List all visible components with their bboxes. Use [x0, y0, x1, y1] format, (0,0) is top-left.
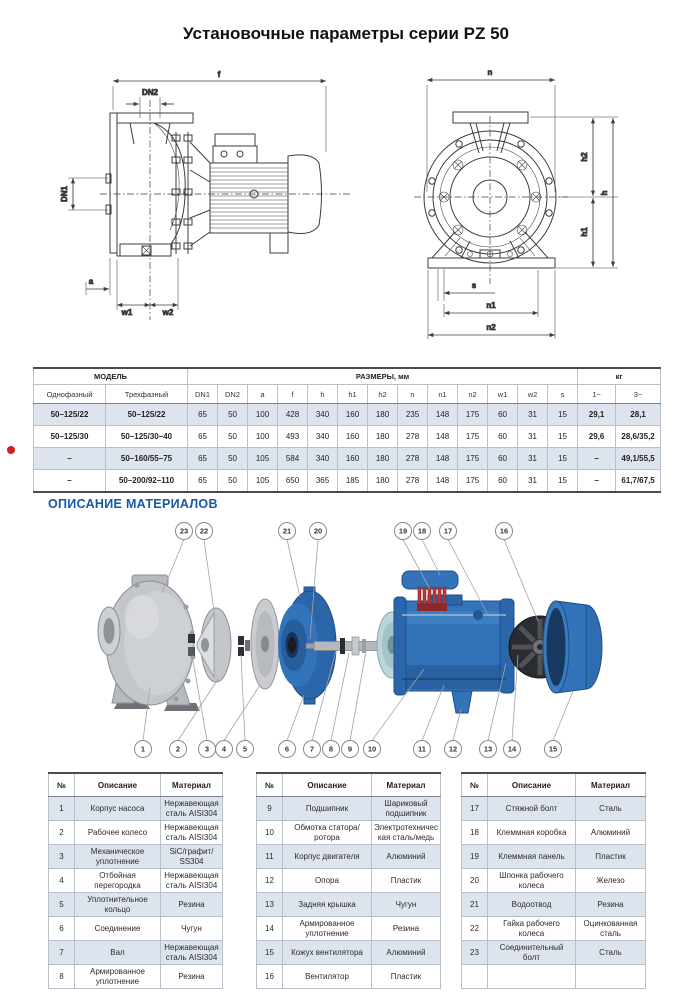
dims-column-header: Трехфазный: [106, 385, 188, 404]
dims-column-header: h2: [368, 385, 398, 404]
dims-cell: 185: [338, 470, 368, 493]
parts-cell: Водоотвод: [488, 893, 576, 917]
parts-cell: Алюминий: [372, 941, 441, 965]
parts-cell: Уплотнительное кольцо: [75, 893, 161, 917]
dims-cell: 60: [488, 448, 518, 470]
dims-cell: 278: [398, 470, 428, 493]
dims-cell: 100: [248, 404, 278, 426]
callout-20: [310, 523, 327, 540]
dims-row: [34, 470, 661, 493]
parts-cell: 14: [257, 917, 283, 941]
terminal-cover: [402, 571, 458, 589]
parts-header: №: [462, 773, 488, 797]
parts-table-wrap-2: [256, 772, 440, 989]
dims-cell: 180: [368, 470, 398, 493]
dims-cell: 15: [548, 426, 578, 448]
svg-text:15: 15: [548, 744, 558, 754]
dims-cell: 60: [488, 470, 518, 493]
parts-row: [462, 869, 646, 893]
leader-line-11: [422, 685, 444, 741]
dims-cell: 15: [548, 448, 578, 470]
parts-cell: Задняя крышка: [283, 893, 372, 917]
dims-column-header: Однофазный: [34, 385, 106, 404]
parts-row: [257, 965, 441, 989]
dims-column-header: s: [548, 385, 578, 404]
baffle-plate: [251, 599, 279, 689]
dims-cell: –: [34, 448, 106, 470]
dim-label-n1: n1: [486, 301, 496, 310]
parts-cell: Алюминий: [372, 845, 441, 869]
callout-6: [279, 741, 296, 758]
svg-text:17: 17: [443, 526, 453, 536]
parts-row: [49, 893, 223, 917]
parts-cell: Нержавеющая сталь AISI304: [161, 821, 223, 845]
dims-column-header: f: [278, 385, 308, 404]
dims-cell: 584: [278, 448, 308, 470]
dim-label-a: a: [88, 277, 94, 286]
callout-9: [342, 741, 359, 758]
parts-cell: Пластик: [372, 965, 441, 989]
dims-cell: 180: [368, 426, 398, 448]
motor-fins: [210, 168, 288, 228]
leader-line-15: [553, 691, 573, 741]
dims-cell: 428: [278, 404, 308, 426]
callout-22: [196, 523, 213, 540]
parts-table-wrap-3: [461, 772, 645, 989]
parts-cell: Нержавеющая сталь AISI304: [161, 797, 223, 821]
svg-text:18: 18: [417, 526, 427, 536]
dims-cell: 61,7/67,5: [616, 470, 661, 493]
parts-cell: 16: [257, 965, 283, 989]
svg-text:16: 16: [499, 526, 509, 536]
dims-column-header: w2: [518, 385, 548, 404]
parts-cell: 13: [257, 893, 283, 917]
svg-text:14: 14: [507, 744, 517, 754]
leader-line-9: [350, 651, 366, 741]
svg-text:4: 4: [221, 744, 227, 754]
parts-cell: Механическое уплотнение: [75, 845, 161, 869]
dims-cell: 175: [458, 404, 488, 426]
parts-cell: Кожух вентилятора: [283, 941, 372, 965]
callout-1: [135, 741, 152, 758]
parts-header: Материал: [161, 773, 223, 797]
parts-cell: 7: [49, 941, 75, 965]
parts-cell: Чугун: [372, 893, 441, 917]
dim-label-dn1: DN1: [60, 185, 69, 203]
leader-line-12: [453, 709, 461, 741]
parts-row: [257, 893, 441, 917]
parts-cell: Вентилятор: [283, 965, 372, 989]
dimensions-table-wrap: [33, 367, 660, 493]
callout-13: [480, 741, 497, 758]
parts-row: [257, 821, 441, 845]
front-view-pump-outline: [414, 112, 568, 284]
dims-cell: 148: [428, 448, 458, 470]
svg-text:11: 11: [418, 744, 426, 754]
parts-cell: Нержавеющая сталь AISI304: [161, 941, 223, 965]
dims-cell: 15: [548, 404, 578, 426]
dims-column-header: n: [398, 385, 428, 404]
pump-casing: [98, 575, 200, 711]
side-view-pump-outline: [100, 100, 350, 320]
dims-cell: 65: [188, 448, 218, 470]
parts-cell: Обмотка статора/ ротора: [283, 821, 372, 845]
dims-cell: 31: [518, 470, 548, 493]
parts-cell: 15: [257, 941, 283, 965]
parts-row: [462, 917, 646, 941]
fan-cover: [543, 601, 602, 693]
dims-cell: 29,6: [578, 426, 616, 448]
dims-group-header: кг: [578, 368, 661, 385]
svg-text:12: 12: [448, 744, 458, 754]
dims-cell: 365: [308, 470, 338, 493]
dims-cell: 60: [488, 404, 518, 426]
dim-label-h1: h1: [580, 227, 589, 237]
leader-line-21: [287, 540, 300, 598]
side-view-drawing: [58, 60, 393, 325]
parts-row: [257, 941, 441, 965]
parts-cell: Вал: [75, 941, 161, 965]
parts-cell: Армированное уплотнение: [283, 917, 372, 941]
front-view-drawing: [400, 60, 692, 365]
motor: [377, 571, 514, 713]
parts-cell: [576, 965, 646, 989]
parts-cell: SiC/графит/ SS304: [161, 845, 223, 869]
parts-header: Описание: [488, 773, 576, 797]
dims-cell: 175: [458, 426, 488, 448]
leader-line-22: [204, 540, 214, 612]
parts-cell: Резина: [576, 893, 646, 917]
parts-cell: 6: [49, 917, 75, 941]
parts-row: [462, 893, 646, 917]
parts-cell: 3: [49, 845, 75, 869]
parts-table-3: [461, 772, 646, 989]
dim-label-n2: n2: [486, 323, 496, 332]
dims-cell: 100: [248, 426, 278, 448]
callout-15: [545, 741, 562, 758]
dims-cell: 50: [218, 426, 248, 448]
parts-cell: Соединение: [75, 917, 161, 941]
dims-group-header: РАЗМЕРЫ, мм: [188, 368, 578, 385]
impeller: [197, 608, 231, 682]
svg-text:7: 7: [309, 744, 315, 754]
dims-column-header: n2: [458, 385, 488, 404]
dims-column-header: n1: [428, 385, 458, 404]
dims-column-header: h1: [338, 385, 368, 404]
parts-cell: 4: [49, 869, 75, 893]
dims-cell: –: [34, 470, 106, 493]
dims-cell: 148: [428, 404, 458, 426]
dims-cell: 15: [548, 470, 578, 493]
parts-cell: 21: [462, 893, 488, 917]
row-marker-dot: [7, 446, 15, 454]
dims-cell: 160: [338, 404, 368, 426]
svg-text:13: 13: [483, 744, 493, 754]
support-foot: [452, 691, 472, 713]
parts-header: №: [257, 773, 283, 797]
parts-cell: Клеммная коробка: [488, 821, 576, 845]
parts-row: [49, 821, 223, 845]
dimensions-table: [33, 367, 661, 493]
dims-cell: 493: [278, 426, 308, 448]
dims-cell: 28,1: [616, 404, 661, 426]
dims-cell: 340: [308, 448, 338, 470]
dims-row: [34, 404, 661, 426]
parts-cell: Опора: [283, 869, 372, 893]
dims-cell: 148: [428, 426, 458, 448]
parts-cell: Алюминий: [576, 821, 646, 845]
seal-ring: [238, 636, 250, 656]
parts-cell: Корпус двигателя: [283, 845, 372, 869]
parts-cell: 11: [257, 845, 283, 869]
dims-column-header: 3~: [616, 385, 661, 404]
callout-5: [237, 741, 254, 758]
parts-cell: Клеммная панель: [488, 845, 576, 869]
parts-row: [49, 917, 223, 941]
dims-cell: 50: [218, 448, 248, 470]
parts-cell: Отбойная перегородка: [75, 869, 161, 893]
dim-label-w2: w2: [162, 308, 174, 317]
dims-cell: 278: [398, 426, 428, 448]
parts-cell: 5: [49, 893, 75, 917]
parts-row: [49, 965, 223, 989]
parts-cell: Корпус насоса: [75, 797, 161, 821]
dims-column-header: h: [308, 385, 338, 404]
parts-cell: Чугун: [161, 917, 223, 941]
parts-cell: Шпонка рабочего колеса: [488, 869, 576, 893]
dims-cell: 29,1: [578, 404, 616, 426]
parts-row: [462, 797, 646, 821]
parts-row: [49, 797, 223, 821]
dims-cell: 65: [188, 470, 218, 493]
dims-cell: 180: [368, 404, 398, 426]
dims-column-header: 1~: [578, 385, 616, 404]
callout-3: [199, 741, 216, 758]
exploded-diagram: [0, 515, 692, 770]
callout-10: [364, 741, 381, 758]
parts-cell: Гайка рабочего колеса: [488, 917, 576, 941]
parts-cell: 2: [49, 821, 75, 845]
dim-label-n: n: [487, 68, 493, 77]
svg-text:10: 10: [367, 744, 377, 754]
dims-cell: 180: [368, 448, 398, 470]
dims-cell: 60: [488, 426, 518, 448]
callout-14: [504, 741, 521, 758]
dims-cell: 50–160/55–75: [106, 448, 188, 470]
parts-cell: [488, 965, 576, 989]
parts-table-wrap-1: [48, 772, 222, 989]
dim-label-h2: h2: [580, 152, 589, 162]
dims-cell: 160: [338, 448, 368, 470]
dims-cell: 50: [218, 470, 248, 493]
dims-group-header: МОДЕЛЬ: [34, 368, 188, 385]
svg-text:19: 19: [398, 526, 408, 536]
dims-cell: 28,6/35,2: [616, 426, 661, 448]
svg-text:9: 9: [347, 744, 353, 754]
front-view-dimensions: [427, 68, 618, 339]
callout-16: [496, 523, 513, 540]
dims-cell: 65: [188, 426, 218, 448]
parts-row: [49, 941, 223, 965]
parts-row: [462, 965, 646, 989]
dims-cell: 50–125/22: [34, 404, 106, 426]
parts-row: [257, 845, 441, 869]
callout-19: [395, 523, 412, 540]
callout-23: [176, 523, 193, 540]
parts-cell: 23: [462, 941, 488, 965]
dim-label-w1: w1: [121, 308, 133, 317]
parts-row: [49, 869, 223, 893]
dims-cell: 160: [338, 426, 368, 448]
dims-cell: 340: [308, 404, 338, 426]
callout-21: [279, 523, 296, 540]
parts-cell: Пластик: [372, 869, 441, 893]
dims-cell: 50–200/92–110: [106, 470, 188, 493]
svg-text:8: 8: [328, 744, 334, 754]
parts-cell: Нержавеющая сталь AISI304: [161, 869, 223, 893]
dims-cell: 278: [398, 448, 428, 470]
dims-cell: 340: [308, 426, 338, 448]
svg-text:1: 1: [140, 744, 146, 754]
leader-line-23: [162, 540, 184, 594]
parts-cell: 10: [257, 821, 283, 845]
parts-cell: 20: [462, 869, 488, 893]
svg-text:6: 6: [284, 744, 290, 754]
dim-label-h: h: [600, 190, 609, 196]
leader-line-6: [287, 695, 304, 741]
parts-cell: 1: [49, 797, 75, 821]
materials-section-heading: ОПИСАНИЕ МАТЕРИАЛОВ: [48, 497, 218, 511]
parts-cell: Резина: [372, 917, 441, 941]
svg-text:5: 5: [242, 744, 248, 754]
parts-row: [462, 821, 646, 845]
svg-text:20: 20: [313, 526, 323, 536]
callout-2: [170, 741, 187, 758]
parts-cell: Стяжной болт: [488, 797, 576, 821]
side-view-dimensions: [60, 70, 326, 317]
svg-text:23: 23: [179, 526, 189, 536]
dims-column-header: w1: [488, 385, 518, 404]
dims-cell: 235: [398, 404, 428, 426]
dims-cell: 50: [218, 404, 248, 426]
dims-cell: –: [578, 470, 616, 493]
parts-table-2: [256, 772, 441, 989]
parts-row: [462, 845, 646, 869]
callout-17: [440, 523, 457, 540]
dims-cell: 105: [248, 470, 278, 493]
parts-row: [257, 869, 441, 893]
dims-cell: 50–125/30: [34, 426, 106, 448]
parts-header: Материал: [372, 773, 441, 797]
dim-label-s: s: [471, 281, 477, 290]
callout-7: [304, 741, 321, 758]
dim-label-f: f: [217, 70, 221, 79]
parts-cell: 12: [257, 869, 283, 893]
parts-cell: Подшипник: [283, 797, 372, 821]
parts-table-1: [48, 772, 223, 989]
dims-cell: 50–125/30–40: [106, 426, 188, 448]
callout-11: [414, 741, 431, 758]
svg-text:2: 2: [175, 744, 181, 754]
dims-cell: 105: [248, 448, 278, 470]
parts-cell: 17: [462, 797, 488, 821]
dims-cell: 50–125/22: [106, 404, 188, 426]
dims-column-header: DN1: [188, 385, 218, 404]
parts-cell: Армированное уплотнение: [75, 965, 161, 989]
callout-18: [414, 523, 431, 540]
dim-label-dn2: DN2: [141, 88, 159, 97]
parts-header: Описание: [283, 773, 372, 797]
parts-cell: Пластик: [576, 845, 646, 869]
dims-cell: 31: [518, 426, 548, 448]
parts-cell: 8: [49, 965, 75, 989]
callout-12: [445, 741, 462, 758]
parts-cell: Резина: [161, 893, 223, 917]
parts-row: [257, 917, 441, 941]
callout-8: [323, 741, 340, 758]
parts-row: [257, 797, 441, 821]
dims-row: [34, 448, 661, 470]
dims-cell: 148: [428, 470, 458, 493]
parts-cell: 18: [462, 821, 488, 845]
leader-line-5: [241, 655, 245, 741]
parts-cell: 9: [257, 797, 283, 821]
svg-text:22: 22: [199, 526, 209, 536]
parts-header: Описание: [75, 773, 161, 797]
dims-column-header: DN2: [218, 385, 248, 404]
leader-line-18: [422, 540, 440, 576]
dims-column-header: a: [248, 385, 278, 404]
parts-cell: [462, 965, 488, 989]
parts-cell: Шариковый подшипник: [372, 797, 441, 821]
flange-bolts: [172, 135, 192, 249]
svg-text:3: 3: [204, 744, 210, 754]
parts-cell: Резина: [161, 965, 223, 989]
parts-cell: Рабочее колесо: [75, 821, 161, 845]
parts-header: №: [49, 773, 75, 797]
leader-line-4: [224, 685, 260, 741]
dims-cell: 49,1/55,5: [616, 448, 661, 470]
dims-row: [34, 426, 661, 448]
parts-cell: Железо: [576, 869, 646, 893]
dims-cell: –: [578, 448, 616, 470]
parts-cell: Оцинкованная сталь: [576, 917, 646, 941]
parts-cell: Электротехническая сталь/медь: [372, 821, 441, 845]
svg-text:21: 21: [282, 526, 292, 536]
parts-cell: 22: [462, 917, 488, 941]
parts-row: [462, 941, 646, 965]
parts-row: [49, 845, 223, 869]
parts-cell: 19: [462, 845, 488, 869]
parts-cell: Сталь: [576, 797, 646, 821]
dims-cell: 31: [518, 448, 548, 470]
page-title: Установочные параметры серии PZ 50: [182, 24, 509, 43]
parts-header: Материал: [576, 773, 646, 797]
dims-cell: 175: [458, 448, 488, 470]
dims-cell: 650: [278, 470, 308, 493]
parts-cell: Соединительный болт: [488, 941, 576, 965]
dims-cell: 65: [188, 404, 218, 426]
callout-4: [216, 741, 233, 758]
dims-cell: 175: [458, 470, 488, 493]
parts-cell: Сталь: [576, 941, 646, 965]
dims-cell: 31: [518, 404, 548, 426]
